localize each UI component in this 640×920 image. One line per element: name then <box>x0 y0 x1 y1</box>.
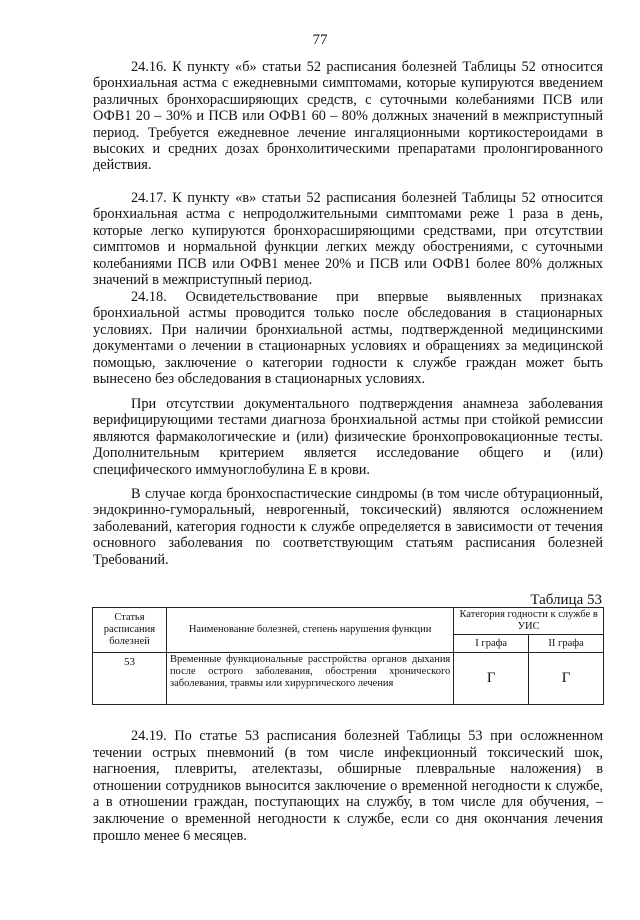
table-caption: Таблица 53 <box>530 592 602 608</box>
row-category-col1: Г <box>454 653 529 705</box>
page-number: 77 <box>312 32 328 48</box>
paragraph-24-17: 24.17. К пункту «в» статьи 52 расписания болезней Таблицы 52 относится бронхиальная астма с непродолжительными симптомами реже 1 раза в день, которые легко купируются бронхорасширяющими средствами, при отсутствии симптомов и нормальной функции легких между обострениями, с суточными колебаниями ПСВ или ОФВ1 менее 20% и ПСВ или ОФВ1 более 80% должных значений в межприступный период. <box>93 190 603 289</box>
header-column-1: I графа <box>454 635 529 653</box>
header-column-2: II графа <box>529 635 604 653</box>
paragraph-bronchospastic-syndromes: В случае когда бронхоспастические синдромы (в том числе обтурационный, эндокринно-гуморальный, неврогенный, токсический) являются осложнением заболеваний, категория годности к службе определяется в зависимости от течения основного заболевания по соответствующим статьям расписания болезней Требований. <box>93 486 603 568</box>
paragraph-24-16: 24.16. К пункту «б» статьи 52 расписания болезней Таблицы 52 относится бронхиальная астма с ежедневными симптомами, которые купируются введением различных бронхорасширяющих средств, с суточными колебаниями ПСВ или ОФВ1 20 – 30% и ПСВ или ОФВ1 60 – 80% должных значений в межприступный период. Требуется ежедневное лечение ингаляционными кортикостероидами в высоких и средних дозах бронхолитическими препаратами пролонгированного действия. <box>93 59 603 174</box>
paragraph-verification-tests: При отсутствии документального подтверждения анамнеза заболевания верифицирующими тестами диагноза бронхиальной астмы при стойкой ремиссии являются фармакологические и (или) физические бронхопровокационные тесты. Дополнительным критерием является исследование общего и (или) специфического иммуноглобулина Е в крови. <box>93 396 603 478</box>
header-article: Статья расписания болезней <box>93 608 167 653</box>
row-disease-name: Временные функциональные расстройства органов дыхания после острого заболевания, обострения хронического заболевания, травмы или хирургического лечения <box>166 653 453 705</box>
row-article: 53 <box>93 653 167 705</box>
paragraph-24-19: 24.19. По статье 53 расписания болезней Таблицы 53 при осложненном течении острых пневмоний (в том числе инфекционный токсический шок, нагноения, плевриты, ателектазы, обширные плевральные наложения) в отношении сотрудников выносится заключение о временной негодности к службе, а в отношении граждан, поступающих на службу, в том числе для обучения, – заключение о временной негодности к службе, если со дня окончания лечения прошло менее 6 месяцев. <box>93 728 603 844</box>
header-disease-name: Наименование болезней, степень нарушения функции <box>166 608 453 653</box>
row-category-col2: Г <box>529 653 604 705</box>
paragraph-24-18: 24.18. Освидетельствование при впервые выявленных признаках бронхиальной астмы проводится только после обследования в стационарных условиях. При наличии бронхиальной астмы, подтвержденной медицинскими документами о лечении в стационарных условиях и обращениях за медицинской помощью, заключение о категории годности к службе граждан может быть вынесено без обследования в стационарных условиях. <box>93 289 603 388</box>
table-53 <box>92 607 604 705</box>
table-row <box>93 653 604 705</box>
header-fitness-category: Категория годности к службе в УИС <box>454 608 604 635</box>
